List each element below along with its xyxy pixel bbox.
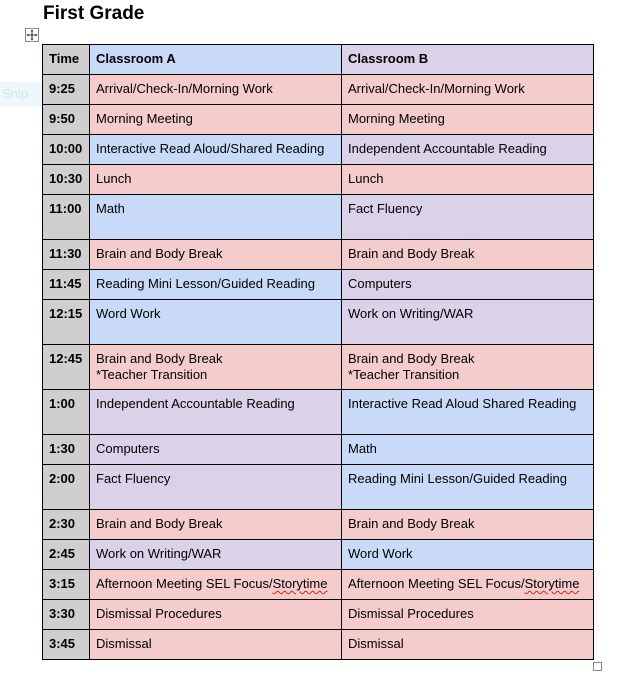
cell-text: Math — [348, 441, 377, 456]
cell-text: Dismissal Procedures — [96, 606, 222, 621]
classroom-a-cell — [90, 540, 342, 570]
classroom-b-cell — [342, 630, 594, 660]
classroom-b-cell — [342, 75, 594, 105]
time-cell: 2:30 — [43, 510, 90, 540]
classroom-b-cell — [342, 600, 594, 630]
table-resize-handle[interactable] — [593, 662, 602, 671]
cell-text: Brain and Body Break — [96, 246, 223, 261]
classroom-a-cell — [90, 165, 342, 195]
classroom-a-cell — [90, 510, 342, 540]
cell-text: Brain and Body Break — [348, 246, 475, 261]
table-header-row — [43, 45, 594, 75]
cell-text: Independent Accountable Reading — [96, 396, 295, 411]
table-row — [43, 135, 594, 165]
table-row — [43, 510, 594, 540]
snip-tool-tab[interactable]: Snip — [0, 82, 42, 106]
cell-text: Interactive Read Aloud/Shared Reading — [96, 141, 325, 156]
classroom-a-cell — [90, 630, 342, 660]
table-row — [43, 345, 594, 390]
cell-text: Reading Mini Lesson/Guided Reading — [348, 471, 567, 486]
classroom-a-cell — [90, 240, 342, 270]
cell-text: Computers — [96, 441, 160, 456]
classroom-a-cell — [90, 390, 342, 435]
time-cell: 3:30 — [43, 600, 90, 630]
classroom-b-cell — [342, 240, 594, 270]
schedule-table — [42, 44, 594, 660]
classroom-a-cell — [90, 570, 342, 600]
classroom-b-cell — [342, 435, 594, 465]
cell-text: Dismissal — [348, 636, 404, 651]
classroom-a-cell — [90, 105, 342, 135]
classroom-b-cell — [342, 390, 594, 435]
classroom-b-cell — [342, 300, 594, 345]
classroom-a-cell — [90, 270, 342, 300]
cell-text: Afternoon Meeting SEL Focus/ — [348, 576, 525, 591]
cell-text: Morning Meeting — [348, 111, 445, 126]
cell-text: Dismissal — [96, 636, 152, 651]
table-row — [43, 390, 594, 435]
table-row — [43, 300, 594, 345]
table-move-handle-icon[interactable] — [25, 28, 39, 42]
table-row — [43, 630, 594, 660]
time-cell: 11:45 — [43, 270, 90, 300]
cell-text: Computers — [348, 276, 412, 291]
time-cell: 11:30 — [43, 240, 90, 270]
classroom-a-cell — [90, 600, 342, 630]
classroom-a-cell — [90, 195, 342, 240]
cell-text: Brain and Body Break — [96, 516, 223, 531]
classroom-b-cell — [342, 195, 594, 240]
table-row — [43, 105, 594, 135]
table-row — [43, 240, 594, 270]
cell-text: Brain and Body Break — [348, 351, 475, 366]
table-row — [43, 270, 594, 300]
table-row — [43, 435, 594, 465]
classroom-b-cell — [342, 510, 594, 540]
classroom-b-cell — [342, 105, 594, 135]
header-classroom-a: Classroom A — [90, 45, 342, 75]
table-row — [43, 75, 594, 105]
classroom-a-cell — [90, 435, 342, 465]
table-row — [43, 465, 594, 510]
header-classroom-b: Classroom B — [342, 45, 594, 75]
classroom-b-cell — [342, 165, 594, 195]
table-row — [43, 600, 594, 630]
cell-text: Interactive Read Aloud Shared Reading — [348, 396, 577, 411]
cell-text: Math — [96, 201, 125, 216]
classroom-a-cell — [90, 465, 342, 510]
time-cell: 9:25 — [43, 75, 90, 105]
cell-text: Reading Mini Lesson/Guided Reading — [96, 276, 315, 291]
page-title: First Grade — [43, 3, 145, 24]
cell-text: Brain and Body Break — [96, 351, 223, 366]
classroom-b-cell — [342, 135, 594, 165]
time-cell: 9:50 — [43, 105, 90, 135]
cell-text: Word Work — [348, 546, 413, 561]
cell-text: Arrival/Check-In/Morning Work — [348, 81, 525, 96]
cell-text: Word Work — [96, 306, 161, 321]
table-row — [43, 540, 594, 570]
time-cell: 10:30 — [43, 165, 90, 195]
spellcheck-word[interactable]: Storytime — [524, 576, 580, 591]
classroom-a-cell — [90, 75, 342, 105]
cell-note: *Teacher Transition — [348, 367, 460, 382]
cell-text: Afternoon Meeting SEL Focus/ — [96, 576, 273, 591]
time-cell: 3:15 — [43, 570, 90, 600]
classroom-b-cell — [342, 570, 594, 600]
table-row — [43, 570, 594, 600]
table-row — [43, 165, 594, 195]
cell-text: Fact Fluency — [348, 201, 423, 216]
cell-text: Work on Writing/WAR — [96, 546, 222, 561]
time-cell: 11:00 — [43, 195, 90, 240]
time-cell: 12:45 — [43, 345, 90, 390]
classroom-b-cell — [342, 540, 594, 570]
cell-text: Brain and Body Break — [348, 516, 475, 531]
cell-text: Morning Meeting — [96, 111, 193, 126]
time-cell: 10:00 — [43, 135, 90, 165]
cell-text: Fact Fluency — [96, 471, 171, 486]
spellcheck-word[interactable]: Storytime — [272, 576, 328, 591]
time-cell: 2:45 — [43, 540, 90, 570]
table-row — [43, 195, 594, 240]
classroom-a-cell — [90, 345, 342, 390]
time-cell: 1:00 — [43, 390, 90, 435]
cell-text: Lunch — [348, 171, 384, 186]
classroom-a-cell — [90, 300, 342, 345]
time-cell: 3:45 — [43, 630, 90, 660]
classroom-b-cell — [342, 270, 594, 300]
cell-text: Dismissal Procedures — [348, 606, 474, 621]
cell-note: *Teacher Transition — [96, 367, 208, 382]
cell-text: Independent Accountable Reading — [348, 141, 547, 156]
time-cell: 12:15 — [43, 300, 90, 345]
classroom-b-cell — [342, 345, 594, 390]
time-cell: 2:00 — [43, 465, 90, 510]
cell-text: Lunch — [96, 171, 132, 186]
classroom-a-cell — [90, 135, 342, 165]
header-time: Time — [43, 45, 90, 75]
classroom-b-cell — [342, 465, 594, 510]
time-cell: 1:30 — [43, 435, 90, 465]
cell-text: Work on Writing/WAR — [348, 306, 474, 321]
cell-text: Arrival/Check-In/Morning Work — [96, 81, 273, 96]
